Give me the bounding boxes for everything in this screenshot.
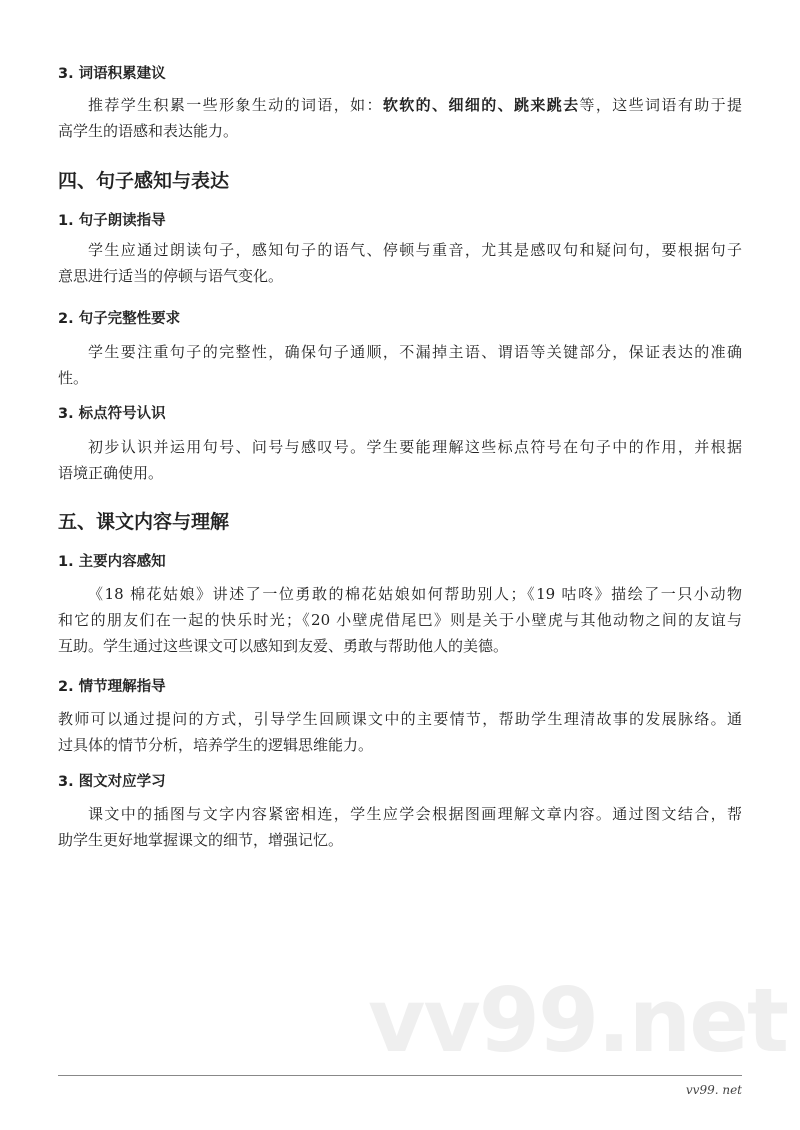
paragraph-line: 初步认识并运用句号、问号与感叹号。学生要能理解这些标点符号在句子中的作用，并根据 (88, 438, 742, 456)
paragraph-line: 过具体的情节分析，培养学生的逻辑思维能力。 (58, 736, 374, 754)
section-heading: 四、句子感知与表达 (58, 170, 230, 192)
text: 等，这些词语有助于提 (579, 96, 742, 114)
paragraph-line: 助学生更好地掌握课文的细节，增强记忆。 (58, 831, 344, 849)
paragraph-line: 学生要注重句子的完整性，确保句子通顺，不漏掉主语、谓语等关键部分，保证表达的准确 (88, 343, 742, 361)
paragraph-line: 教师可以通过提问的方式，引导学生回顾课文中的主要情节，帮助学生理清故事的发展脉络。通 (58, 710, 742, 728)
paragraph-line: 高学生的语感和表达能力。 (58, 122, 239, 140)
paragraph-line: 《18 棉花姑娘》讲述了一位勇敢的棉花姑娘如何帮助别人；《19 咕咚》描绘了一只小动物 (88, 585, 742, 603)
subheading: 2. 句子完整性要求 (58, 311, 181, 327)
bold-text: 软软的、细细的、跳来跳去 (382, 96, 580, 114)
paragraph (58, 434, 742, 486)
subheading: 2. 情节理解指导 (58, 679, 166, 695)
paragraph-line: 意思进行适当的停顿与语气变化。 (58, 267, 284, 285)
footer-text: vv99. net (685, 1083, 742, 1097)
subheading: 3. 标点符号认识 (58, 406, 166, 422)
paragraph-line (58, 92, 742, 118)
paragraph-line: 学生应通过朗读句子，感知句子的语气、停顿与重音，尤其是感叹句和疑问句，要根据句子 (88, 241, 742, 259)
subheading: 1. 句子朗读指导 (58, 213, 166, 229)
paragraph-line: 互助。学生通过这些课文可以感知到友爱、勇敢与帮助他人的美德。 (58, 637, 509, 655)
text: 推荐学生积累一些形象生动的词语，如： (88, 96, 383, 114)
paragraph-line: 和它的朋友们在一起的快乐时光；《20 小壁虎借尾巴》则是关于小壁虎与其他动物之间的友谊与 (58, 611, 742, 629)
paragraph (58, 706, 742, 758)
paragraph-line: 性。 (58, 369, 89, 387)
paragraph-line: 课文中的插图与文字内容紧密相连，学生应学会根据图画理解文章内容。通过图文结合，帮 (88, 805, 742, 823)
paragraph (58, 801, 742, 853)
paragraph (58, 237, 742, 289)
section-heading: 五、课文内容与理解 (58, 511, 230, 533)
subheading: 1. 主要内容感知 (58, 554, 166, 570)
subheading: 3. 词语积累建议 (58, 66, 166, 82)
paragraph (58, 92, 742, 144)
paragraph-line: 语境正确使用。 (58, 464, 164, 482)
paragraph (58, 339, 742, 391)
paragraph (58, 581, 742, 659)
subheading: 3. 图文对应学习 (58, 774, 166, 790)
footer-divider (58, 1075, 742, 1076)
watermark: vv99.net (368, 969, 788, 1072)
